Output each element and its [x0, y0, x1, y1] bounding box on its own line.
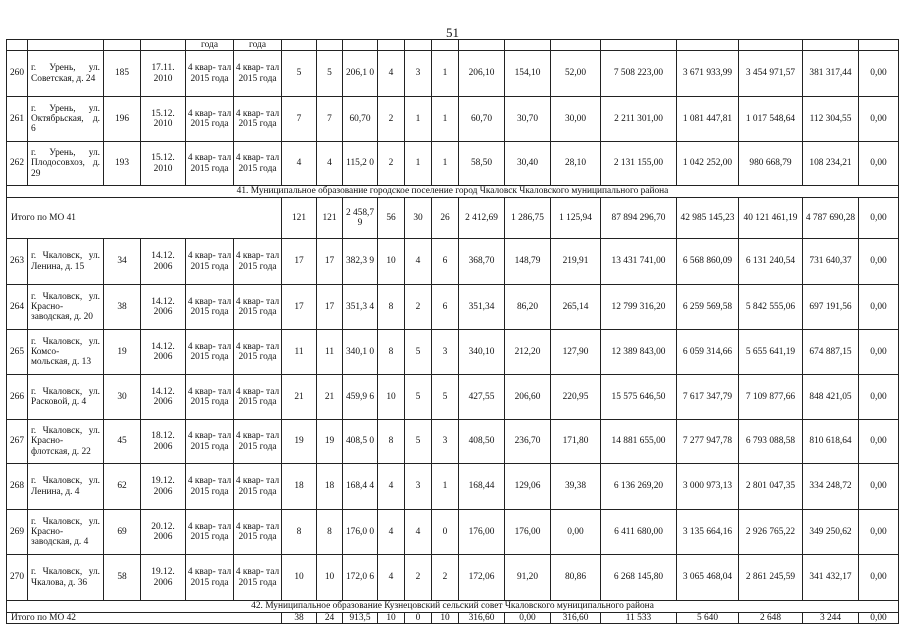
cell-s1: 427,55 [459, 375, 505, 420]
cell-s2: 206,60 [505, 375, 551, 420]
cell-n1: 10 [282, 555, 317, 601]
section-title: 42. Муниципальное образование Кузнецовский сельский совет Чкаловского муниципального района [7, 601, 899, 613]
cell-s3: 265,14 [551, 285, 601, 330]
cell-q2: 4 квар- тал 2015 года [234, 142, 282, 186]
cell-c3: 3 [432, 330, 459, 375]
table-row [7, 420, 899, 464]
cell-m4: 674 887,15 [803, 330, 859, 375]
cell-area: 340,1 0 [343, 330, 378, 375]
cell-n1: 19 [282, 420, 317, 464]
cell-c1: 4 [378, 51, 405, 97]
cell-no: 268 [7, 464, 28, 510]
cell-m5: 0,00 [859, 285, 899, 330]
total-c3: 26 [432, 198, 459, 239]
cell-c3: 6 [432, 285, 459, 330]
cell-m4: 334 248,72 [803, 464, 859, 510]
cell-c3: 1 [432, 97, 459, 142]
cell-c2: 5 [405, 375, 432, 420]
cell-m5: 0,00 [859, 375, 899, 420]
cell-m1: 12 799 316,20 [601, 285, 677, 330]
cell-m3: 980 668,79 [739, 142, 803, 186]
cell-c2: 3 [405, 464, 432, 510]
cell-c1: 8 [378, 420, 405, 464]
total-s3: 1 125,94 [551, 198, 601, 239]
cell-m5: 0,00 [859, 330, 899, 375]
continuation-quarter-2: года [234, 40, 282, 51]
cell-s1: 176,00 [459, 510, 505, 555]
total-c1: 56 [378, 198, 405, 239]
cell-m2: 7 277 947,78 [677, 420, 739, 464]
cell-q1: 4 квар- тал 2015 года [186, 97, 234, 142]
cell-c3: 3 [432, 420, 459, 464]
cell-q1: 4 квар- тал 2015 года [186, 239, 234, 285]
cell-q1: 4 квар- тал 2015 года [186, 555, 234, 601]
cell-c3: 5 [432, 375, 459, 420]
cell-area: 382,3 9 [343, 239, 378, 285]
cell-s3: 127,90 [551, 330, 601, 375]
cell-m4: 341 432,17 [803, 555, 859, 601]
total-s3: 316,60 [551, 613, 601, 624]
table-row [7, 375, 899, 420]
cell-m1: 2 211 301,00 [601, 97, 677, 142]
cell-s1: 368,70 [459, 239, 505, 285]
table-row [7, 464, 899, 510]
cell-n1: 5 [282, 51, 317, 97]
continuation-row [7, 40, 899, 51]
cell-year: 58 [104, 555, 141, 601]
cell-s2: 86,20 [505, 285, 551, 330]
cell-q1: 4 квар- тал 2015 года [186, 510, 234, 555]
cell-m4: 731 640,37 [803, 239, 859, 285]
page-number: 51 [446, 25, 459, 40]
cell-s1: 168,44 [459, 464, 505, 510]
cell-m5: 0,00 [859, 142, 899, 186]
cell-m5: 0,00 [859, 555, 899, 601]
cell-date: 14.12. 2006 [141, 330, 186, 375]
cell-q1: 4 квар- тал 2015 года [186, 464, 234, 510]
cell-m4: 381 317,44 [803, 51, 859, 97]
cell-year: 196 [104, 97, 141, 142]
total-label: Итого по МО 41 [7, 198, 282, 239]
total-m5: 0,00 [859, 198, 899, 239]
total-area: 2 458,7 9 [343, 198, 378, 239]
cell-year: 193 [104, 142, 141, 186]
cell-q1: 4 квар- тал 2015 года [186, 330, 234, 375]
cell-m1: 7 508 223,00 [601, 51, 677, 97]
cell-no: 270 [7, 555, 28, 601]
total-m4: 3 244 [803, 613, 859, 624]
cell-s1: 340,10 [459, 330, 505, 375]
table-row [7, 510, 899, 555]
total-s2: 0,00 [505, 613, 551, 624]
cell-c1: 2 [378, 97, 405, 142]
cell-c1: 10 [378, 375, 405, 420]
total-s1: 316,60 [459, 613, 505, 624]
table-row [7, 330, 899, 375]
cell-addr: г. Чкаловск, ул. Расковой, д. 4 [28, 375, 104, 420]
cell-c2: 5 [405, 420, 432, 464]
cell-s1: 60,70 [459, 97, 505, 142]
cell-m3: 5 655 641,19 [739, 330, 803, 375]
total-n2: 121 [317, 198, 343, 239]
cell-n2: 18 [317, 464, 343, 510]
cell-s2: 30,70 [505, 97, 551, 142]
cell-date: 20.12. 2006 [141, 510, 186, 555]
table-row [7, 142, 899, 186]
cell-q2: 4 квар- тал 2015 года [234, 97, 282, 142]
cell-area: 115,2 0 [343, 142, 378, 186]
cell-q2: 4 квар- тал 2015 года [234, 464, 282, 510]
cell-area: 60,70 [343, 97, 378, 142]
cell-q2: 4 квар- тал 2015 года [234, 239, 282, 285]
cell-addr: г. Урень, ул. Октябрьская, д. 6 [28, 97, 104, 142]
cell-n1: 4 [282, 142, 317, 186]
total-row [7, 613, 899, 624]
table-row [7, 97, 899, 142]
cell-date: 15.12. 2010 [141, 97, 186, 142]
total-m3: 40 121 461,19 [739, 198, 803, 239]
cell-c3: 2 [432, 555, 459, 601]
cell-s1: 408,50 [459, 420, 505, 464]
cell-no: 260 [7, 51, 28, 97]
cell-addr: г. Чкаловск, ул. Ленина, д. 4 [28, 464, 104, 510]
table-row [7, 285, 899, 330]
cell-n1: 17 [282, 285, 317, 330]
cell-m4: 349 250,62 [803, 510, 859, 555]
cell-s3: 80,86 [551, 555, 601, 601]
cell-n2: 8 [317, 510, 343, 555]
total-m4: 4 787 690,28 [803, 198, 859, 239]
cell-s2: 30,40 [505, 142, 551, 186]
cell-q1: 4 квар- тал 2015 года [186, 142, 234, 186]
cell-m3: 7 109 877,66 [739, 375, 803, 420]
cell-q2: 4 квар- тал 2015 года [234, 330, 282, 375]
cell-m1: 12 389 843,00 [601, 330, 677, 375]
total-c1: 10 [378, 613, 405, 624]
cell-n2: 21 [317, 375, 343, 420]
cell-m2: 3 671 933,99 [677, 51, 739, 97]
cell-m3: 2 926 765,22 [739, 510, 803, 555]
cell-q1: 4 квар- тал 2015 года [186, 51, 234, 97]
total-s1: 2 412,69 [459, 198, 505, 239]
table-row [7, 555, 899, 601]
cell-no: 263 [7, 239, 28, 285]
cell-c3: 1 [432, 464, 459, 510]
table-row [7, 51, 899, 97]
cell-date: 14.12. 2006 [141, 285, 186, 330]
cell-m2: 1 081 447,81 [677, 97, 739, 142]
cell-c3: 0 [432, 510, 459, 555]
cell-c1: 4 [378, 464, 405, 510]
cell-addr: г. Урень, ул. Советская, д. 24 [28, 51, 104, 97]
cell-m1: 15 575 646,50 [601, 375, 677, 420]
cell-s1: 206,10 [459, 51, 505, 97]
cell-m3: 6 793 088,58 [739, 420, 803, 464]
cell-c1: 4 [378, 555, 405, 601]
section-title: 41. Муниципальное образование городское поселение город Чкаловск Чкаловского муниципального района [7, 186, 899, 198]
cell-addr: г. Чкаловск, ул. Чкалова, д. 36 [28, 555, 104, 601]
cell-q2: 4 квар- тал 2015 года [234, 51, 282, 97]
cell-area: 459,9 6 [343, 375, 378, 420]
register-table [6, 39, 899, 624]
cell-c1: 2 [378, 142, 405, 186]
cell-m2: 1 042 252,00 [677, 142, 739, 186]
cell-m2: 6 568 860,09 [677, 239, 739, 285]
cell-m2: 7 617 347,79 [677, 375, 739, 420]
cell-m3: 6 131 240,54 [739, 239, 803, 285]
cell-c2: 2 [405, 285, 432, 330]
cell-no: 262 [7, 142, 28, 186]
total-m5: 0,00 [859, 613, 899, 624]
total-n1: 38 [282, 613, 317, 624]
cell-area: 351,3 4 [343, 285, 378, 330]
cell-q2: 4 квар- тал 2015 года [234, 555, 282, 601]
cell-date: 17.11. 2010 [141, 51, 186, 97]
cell-m5: 0,00 [859, 464, 899, 510]
cell-c2: 5 [405, 330, 432, 375]
cell-area: 168,4 4 [343, 464, 378, 510]
cell-year: 34 [104, 239, 141, 285]
cell-m4: 848 421,05 [803, 375, 859, 420]
cell-m3: 1 017 548,64 [739, 97, 803, 142]
cell-area: 172,0 6 [343, 555, 378, 601]
cell-addr: г. Чкаловск, ул. Красно- флотская, д. 22 [28, 420, 104, 464]
cell-n1: 11 [282, 330, 317, 375]
cell-no: 269 [7, 510, 28, 555]
cell-n2: 19 [317, 420, 343, 464]
cell-c2: 1 [405, 97, 432, 142]
cell-m5: 0,00 [859, 51, 899, 97]
cell-m2: 3 135 664,16 [677, 510, 739, 555]
total-m2: 42 985 145,23 [677, 198, 739, 239]
cell-date: 14.12. 2006 [141, 239, 186, 285]
cell-q2: 4 квар- тал 2015 года [234, 510, 282, 555]
total-row [7, 198, 899, 239]
cell-m2: 6 059 314,66 [677, 330, 739, 375]
cell-n1: 7 [282, 97, 317, 142]
cell-date: 19.12. 2006 [141, 464, 186, 510]
cell-c2: 4 [405, 239, 432, 285]
cell-m5: 0,00 [859, 97, 899, 142]
total-c2: 30 [405, 198, 432, 239]
cell-m4: 697 191,56 [803, 285, 859, 330]
cell-m1: 2 131 155,00 [601, 142, 677, 186]
cell-q1: 4 квар- тал 2015 года [186, 420, 234, 464]
cell-c2: 2 [405, 555, 432, 601]
total-label: Итого по МО 42 [7, 613, 282, 624]
cell-n2: 4 [317, 142, 343, 186]
cell-q2: 4 квар- тал 2015 года [234, 420, 282, 464]
cell-date: 14.12. 2006 [141, 375, 186, 420]
cell-s1: 172,06 [459, 555, 505, 601]
cell-m4: 810 618,64 [803, 420, 859, 464]
cell-year: 38 [104, 285, 141, 330]
cell-addr: г. Чкаловск, ул. Комсо- мольская, д. 13 [28, 330, 104, 375]
cell-s3: 39,38 [551, 464, 601, 510]
cell-m3: 5 842 555,06 [739, 285, 803, 330]
cell-c1: 8 [378, 285, 405, 330]
cell-s1: 58,50 [459, 142, 505, 186]
cell-q1: 4 квар- тал 2015 года [186, 285, 234, 330]
cell-year: 30 [104, 375, 141, 420]
cell-s2: 154,10 [505, 51, 551, 97]
cell-m5: 0,00 [859, 420, 899, 464]
cell-c3: 1 [432, 142, 459, 186]
section-row [7, 601, 899, 613]
cell-s3: 30,00 [551, 97, 601, 142]
cell-year: 45 [104, 420, 141, 464]
cell-m3: 2 861 245,59 [739, 555, 803, 601]
cell-year: 69 [104, 510, 141, 555]
cell-addr: г. Чкаловск, ул. Ленина, д. 15 [28, 239, 104, 285]
total-c2: 0 [405, 613, 432, 624]
cell-n1: 18 [282, 464, 317, 510]
cell-c2: 4 [405, 510, 432, 555]
cell-s2: 236,70 [505, 420, 551, 464]
continuation-quarter-1: года [186, 40, 234, 51]
cell-area: 176,0 0 [343, 510, 378, 555]
cell-c3: 1 [432, 51, 459, 97]
cell-c1: 4 [378, 510, 405, 555]
cell-q2: 4 квар- тал 2015 года [234, 285, 282, 330]
cell-n1: 8 [282, 510, 317, 555]
cell-addr: г. Чкаловск, ул. Красно- заводская, д. 4 [28, 510, 104, 555]
cell-n1: 21 [282, 375, 317, 420]
cell-n2: 17 [317, 285, 343, 330]
cell-date: 19.12. 2006 [141, 555, 186, 601]
cell-area: 206,1 0 [343, 51, 378, 97]
cell-m1: 6 411 680,00 [601, 510, 677, 555]
cell-n2: 17 [317, 239, 343, 285]
cell-c1: 10 [378, 239, 405, 285]
cell-date: 18.12. 2006 [141, 420, 186, 464]
total-m2: 5 640 [677, 613, 739, 624]
total-s2: 1 286,75 [505, 198, 551, 239]
cell-m1: 6 136 269,20 [601, 464, 677, 510]
cell-m1: 14 881 655,00 [601, 420, 677, 464]
cell-m2: 3 065 468,04 [677, 555, 739, 601]
total-m1: 11 533 [601, 613, 677, 624]
cell-no: 264 [7, 285, 28, 330]
cell-c1: 8 [378, 330, 405, 375]
cell-m5: 0,00 [859, 239, 899, 285]
total-m3: 2 648 [739, 613, 803, 624]
cell-s3: 220,95 [551, 375, 601, 420]
cell-m4: 108 234,21 [803, 142, 859, 186]
cell-m5: 0,00 [859, 510, 899, 555]
cell-c2: 3 [405, 51, 432, 97]
cell-m3: 3 454 971,57 [739, 51, 803, 97]
cell-addr: г. Чкаловск, ул. Красно- заводская, д. 20 [28, 285, 104, 330]
cell-m4: 112 304,55 [803, 97, 859, 142]
total-n1: 121 [282, 198, 317, 239]
cell-s1: 351,34 [459, 285, 505, 330]
cell-s3: 219,91 [551, 239, 601, 285]
cell-n2: 11 [317, 330, 343, 375]
cell-area: 408,5 0 [343, 420, 378, 464]
cell-date: 15.12. 2010 [141, 142, 186, 186]
cell-s2: 129,06 [505, 464, 551, 510]
cell-c2: 1 [405, 142, 432, 186]
cell-s2: 91,20 [505, 555, 551, 601]
cell-c3: 6 [432, 239, 459, 285]
cell-s2: 176,00 [505, 510, 551, 555]
cell-m2: 3 000 973,13 [677, 464, 739, 510]
cell-m1: 6 268 145,80 [601, 555, 677, 601]
section-row [7, 186, 899, 198]
cell-addr: г. Урень, ул. Плодосовхоз, д. 29 [28, 142, 104, 186]
cell-year: 62 [104, 464, 141, 510]
cell-no: 266 [7, 375, 28, 420]
cell-n2: 10 [317, 555, 343, 601]
cell-m3: 2 801 047,35 [739, 464, 803, 510]
cell-n2: 5 [317, 51, 343, 97]
cell-m1: 13 431 741,00 [601, 239, 677, 285]
cell-m2: 6 259 569,58 [677, 285, 739, 330]
cell-s3: 0,00 [551, 510, 601, 555]
cell-s2: 148,79 [505, 239, 551, 285]
total-c3: 10 [432, 613, 459, 624]
cell-n2: 7 [317, 97, 343, 142]
cell-no: 267 [7, 420, 28, 464]
cell-no: 265 [7, 330, 28, 375]
cell-s3: 52,00 [551, 51, 601, 97]
cell-year: 185 [104, 51, 141, 97]
cell-no: 261 [7, 97, 28, 142]
total-area: 913,5 [343, 613, 378, 624]
cell-s3: 171,80 [551, 420, 601, 464]
cell-s3: 28,10 [551, 142, 601, 186]
table-row [7, 239, 899, 285]
cell-year: 19 [104, 330, 141, 375]
total-n2: 24 [317, 613, 343, 624]
cell-q2: 4 квар- тал 2015 года [234, 375, 282, 420]
cell-q1: 4 квар- тал 2015 года [186, 375, 234, 420]
total-m1: 87 894 296,70 [601, 198, 677, 239]
cell-n1: 17 [282, 239, 317, 285]
cell-s2: 212,20 [505, 330, 551, 375]
